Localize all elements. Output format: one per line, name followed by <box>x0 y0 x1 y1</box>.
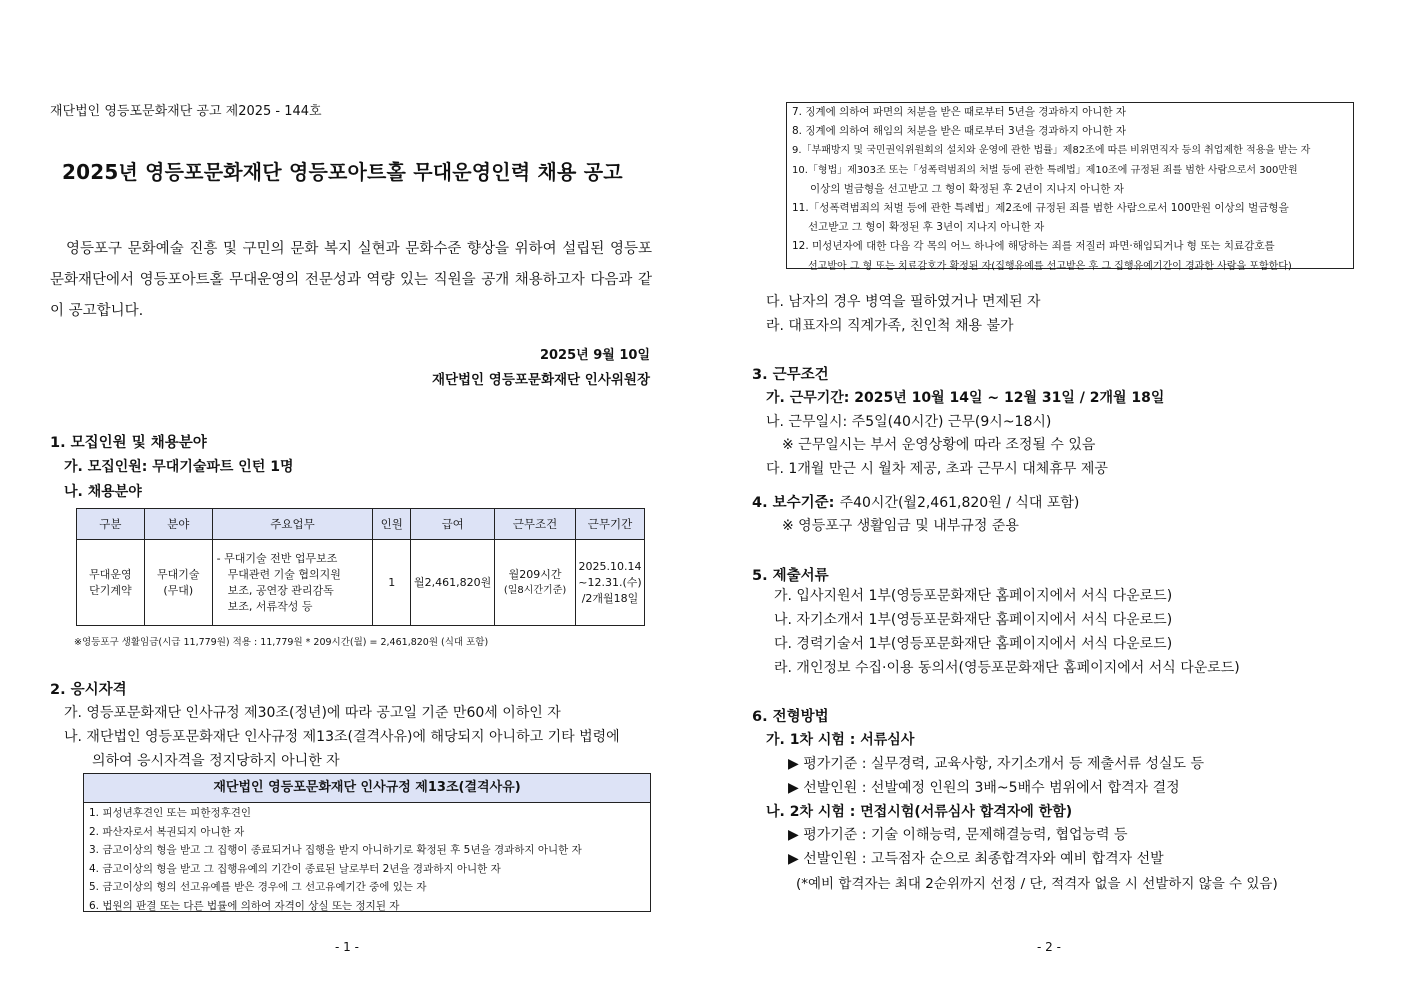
section-3-heading: 3. 근무조건 <box>752 367 829 383</box>
cell-line: 단기계약 <box>89 583 132 597</box>
table-header: 인원 <box>373 509 411 540</box>
list-item-cont: 선고받아 그 형 또는 치료감호가 확정된 자(집행유예를 선고받은 후 그 집행유예기간이 경과한 사람을 포함한다) <box>808 260 1292 272</box>
recruitment-table <box>76 508 645 626</box>
disqualification-list-2 <box>786 102 1354 272</box>
cell-line: 보조, 공연장 관리감독 <box>227 583 334 597</box>
section-2-heading: 2. 응시자격 <box>50 682 127 698</box>
list-item: 5. 금고이상의 형의 선고유예를 받은 경우에 그 선고유예기간 중에 있는 자 <box>89 881 427 893</box>
cell-line: ~12.31.(수) <box>578 575 642 589</box>
list-item: 11.「성폭력범죄의 처벌 등에 관한 특례법」제2조에 규정된 죄를 범한 사람으로서 100만원 이상의 벌금형을 <box>792 202 1289 215</box>
page-number: - 2 - <box>1037 940 1061 954</box>
section-4-heading: 4. 보수기준: <box>752 495 835 511</box>
section-5-item: 다. 경력기술서 1부(영등포문화재단 홈페이지에서 서식 다운로드) <box>774 636 1173 652</box>
cell-line: (일8시간기준) <box>503 584 567 596</box>
section-2-item-c: 다. 남자의 경우 병역을 필하였거나 면제된 자 <box>766 294 1041 310</box>
list-item: 12. 미성년자에 대한 다음 각 목의 어느 하나에 해당하는 죄를 저질러 파면·해임되거나 형 또는 치료감호를 <box>792 240 1275 253</box>
table-header-row <box>77 509 645 540</box>
list-item: 3. 금고이상의 형을 받고 그 집행이 종료되거나 집행을 받지 아니하기로 확정된 후 5년을 경과하지 아니한 자 <box>89 844 582 856</box>
cell-line: 무대운영 <box>89 567 132 581</box>
section-3-item-a: 가. 근무기간: 2025년 10월 14일 ~ 12월 31일 / 2개월 18일 <box>766 390 1165 406</box>
table-header: 근무조건 <box>495 509 576 540</box>
section-5-item: 나. 자기소개서 1부(영등포문화재단 홈페이지에서 서식 다운로드) <box>774 612 1173 628</box>
list-item: 7. 징계에 의하여 파면의 처분을 받은 때로부터 5년을 경과하지 아니한 자 <box>792 106 1127 118</box>
cell-line: 보조, 서류작성 등 <box>227 599 313 613</box>
page-1 <box>0 0 700 992</box>
section-1-headcount: 가. 모집인원: 무대기술파트 인턴 1명 <box>64 459 294 475</box>
cell-category <box>77 540 145 626</box>
cell-line: 월209시간 <box>508 567 562 581</box>
cell-headcount: 1 <box>373 540 411 626</box>
section-6-item-a: 가. 1차 시험 : 서류심사 <box>766 732 915 748</box>
page-title: 2025년 영등포문화재단 영등포아트홀 무대운영인력 채용 공고 <box>62 160 623 184</box>
table-header: 근무기간 <box>575 509 644 540</box>
section-6-item-b: 나. 2차 시험 : 면접시험(서류심사 합격자에 한함) <box>766 804 1073 820</box>
section-4-note: ※ 영등포구 생활임금 및 내부규정 준용 <box>782 518 1019 534</box>
list-item: 6. 법원의 판결 또는 다른 법률에 의하여 자격이 상실 또는 정지된 자 <box>89 899 400 912</box>
page-number: - 1 - <box>335 940 359 954</box>
intro-text: 영등포구 문화예술 진흥 및 구민의 문화 복지 실현과 문화수준 향상을 위하여 설립된 영등포문화재단에서 영등포아트홀 무대운영의 전문성과 역량 있는 직원을 공개 채용하고자 다음과 같이 공고합니다. <box>50 241 652 319</box>
intro-paragraph <box>50 234 652 327</box>
section-3-item-c: 다. 1개월 만근 시 월차 제공, 초과 근무시 대체휴무 제공 <box>766 461 1108 477</box>
cell-line: 무대관련 기술 협의지원 <box>227 567 341 581</box>
table-row <box>77 540 645 626</box>
section-3-note: ※ 근무일시는 부서 운영상황에 따라 조정될 수 있음 <box>782 437 1096 453</box>
cell-line: (무대) <box>163 583 194 597</box>
section-1-field-heading: 나. 채용분야 <box>64 484 142 500</box>
section-2-item-b: 나. 재단법인 영등포문화재단 인사규정 제13조(결격사유)에 해당되지 아니하고 기타 법령에 <box>64 729 620 745</box>
section-6-a-criteria: ▶ 평가기준 : 실무경력, 교육사항, 자기소개서 등 제출서류 성실도 등 <box>788 756 1205 772</box>
section-6-b-selection: ▶ 선발인원 : 고득점자 순으로 최종합격자와 예비 합격자 선발 <box>788 851 1164 867</box>
section-4-text: 주40시간(월2,461,820원 / 식대 포함) <box>839 495 1080 511</box>
list-item-cont: 선고받고 그 형이 확정된 후 3년이 지나지 아니한 자 <box>808 221 1045 234</box>
section-6-heading: 6. 전형방법 <box>752 709 829 725</box>
section-5-item: 라. 개인정보 수집·이용 동의서(영등포문화재단 홈페이지에서 서식 다운로드) <box>774 660 1240 676</box>
section-5-heading: 5. 제출서류 <box>752 568 829 584</box>
section-1-heading: 1. 모집인원 및 채용분야 <box>50 435 207 451</box>
page-2 <box>702 0 1403 992</box>
section-5-item: 가. 입사지원서 1부(영등포문화재단 홈페이지에서 서식 다운로드) <box>774 588 1173 604</box>
list-item: 1. 피성년후견인 또는 피한정후견인 <box>89 807 252 819</box>
section-6-a-selection: ▶ 선발인원 : 선발예정 인원의 3배~5배수 범위에서 합격자 결정 <box>788 780 1180 796</box>
notice-date: 2025년 9월 10일 <box>539 348 650 363</box>
section-4 <box>752 491 1079 512</box>
list-item: 8. 징계에 의하여 해임의 처분을 받은 때로부터 3년을 경과하지 아니한 자 <box>792 125 1127 138</box>
section-2-item-d: 라. 대표자의 직계가족, 친인척 채용 불가 <box>766 318 1014 334</box>
cell-line: - 무대기술 전반 업무보조 <box>216 551 338 565</box>
cell-period <box>575 540 644 626</box>
table-header: 구분 <box>77 509 145 540</box>
list-item: 9.「부패방지 및 국민권익위원회의 설치와 운영에 관한 법률」제82조에 따른 비위면직자 등의 취업제한 적용을 받는 자 <box>792 145 1311 157</box>
cell-duties <box>212 540 373 626</box>
table-header: 주요업무 <box>212 509 373 540</box>
wage-note: ※영등포구 생활임금(시급 11,779원) 적용 : 11,779원 * 209시간(월) = 2,461,820원 (식대 포함) <box>74 637 489 648</box>
list-item-cont: 이상의 벌금형을 선고받고 그 형이 확정된 후 2년이 지나지 아니한 자 <box>810 182 1124 195</box>
section-2-item-b-cont: 의하여 응시자격을 정지당하지 아니한 자 <box>92 753 340 769</box>
table-header: 분야 <box>144 509 212 540</box>
notice-number: 재단법인 영등포문화재단 공고 제2025 - 144호 <box>50 104 322 119</box>
list-item: 10.「형법」제303조 또는「성폭력범죄의 처벌 등에 관한 특례법」제10조에 규정된 죄를 범한 사람으로서 300만원 <box>792 164 1298 176</box>
cell-field <box>144 540 212 626</box>
disqualification-list-1 <box>83 802 651 912</box>
issuer-name: 재단법인 영등포문화재단 인사위원장 <box>431 372 650 388</box>
list-item: 4. 금고이상의 형을 받고 그 집행유예의 기간이 종료된 날로부터 2년을 경과하지 아니한 자 <box>89 862 501 875</box>
cell-line: 2025.10.14 <box>578 559 642 573</box>
table-header: 급여 <box>411 509 495 540</box>
list-item: 2. 파산자로서 복권되지 아니한 자 <box>89 825 245 838</box>
cell-conditions <box>495 540 576 626</box>
section-6-b-criteria: ▶ 평가기준 : 기술 이해능력, 문제해결능력, 협업능력 등 <box>788 827 1128 843</box>
section-6-b-note: (*예비 합격자는 최대 2순위까지 선정 / 단, 적격자 없을 시 선발하지 않을 수 있음) <box>796 876 1278 892</box>
section-3-item-b: 나. 근무일시: 주5일(40시간) 근무(9시~18시) <box>766 414 1052 430</box>
cell-line: /2개월18일 <box>581 591 639 605</box>
disqualification-box-title: 재단법인 영등포문화재단 인사규정 제13조(결격사유) <box>83 773 651 803</box>
cell-line: 무대기술 <box>156 567 200 581</box>
section-2-item-a: 가. 영등포문화재단 인사규정 제30조(정년)에 따라 공고일 기준 만60세 이하인 자 <box>64 705 561 721</box>
cell-pay: 월2,461,820원 <box>411 540 495 626</box>
